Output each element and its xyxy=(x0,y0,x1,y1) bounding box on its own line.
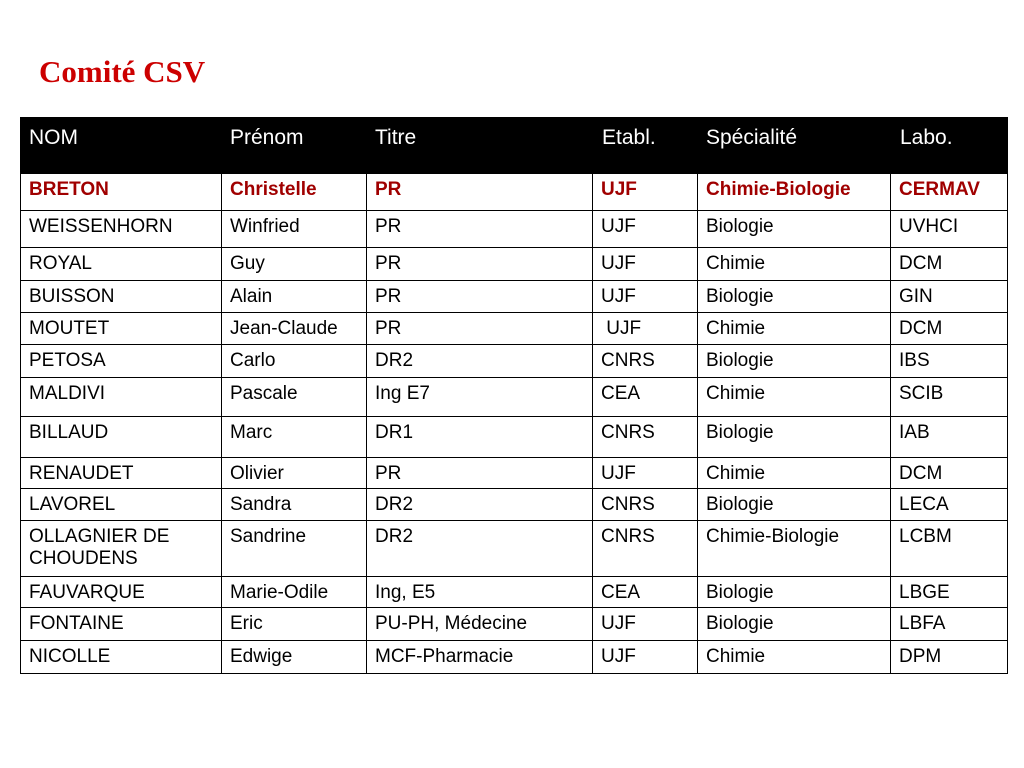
cell-nom: NICOLLE xyxy=(21,641,222,674)
table-row xyxy=(21,313,1008,345)
cell-specialite: Biologie xyxy=(698,281,891,313)
header-prenom: Prénom xyxy=(222,118,367,174)
cell-prenom: Christelle xyxy=(222,174,367,211)
cell-titre: PU-PH, Médecine xyxy=(367,608,593,641)
cell-nom: BRETON xyxy=(21,174,222,211)
cell-titre: PR xyxy=(367,248,593,281)
cell-labo: LCBM xyxy=(891,521,1008,577)
header-nom: NOM xyxy=(21,118,222,174)
cell-titre: PR xyxy=(367,313,593,345)
table-row xyxy=(21,577,1008,608)
cell-nom: FAUVARQUE xyxy=(21,577,222,608)
cell-etabl: CNRS xyxy=(593,345,698,378)
cell-prenom: Edwige xyxy=(222,641,367,674)
cell-titre: DR2 xyxy=(367,489,593,521)
cell-labo: LECA xyxy=(891,489,1008,521)
cell-specialite: Chimie-Biologie xyxy=(698,521,891,577)
cell-etabl: CNRS xyxy=(593,521,698,577)
cell-nom: BUISSON xyxy=(21,281,222,313)
cell-etabl: CNRS xyxy=(593,417,698,458)
cell-titre: DR1 xyxy=(367,417,593,458)
cell-etabl: CEA xyxy=(593,577,698,608)
cell-labo: DCM xyxy=(891,458,1008,489)
cell-nom: ROYAL xyxy=(21,248,222,281)
cell-prenom: Marie-Odile xyxy=(222,577,367,608)
cell-specialite: Chimie-Biologie xyxy=(698,174,891,211)
cell-labo: DCM xyxy=(891,313,1008,345)
cell-labo: IAB xyxy=(891,417,1008,458)
cell-labo: IBS xyxy=(891,345,1008,378)
slide-title: Comité CSV xyxy=(39,54,206,89)
header-etabl: Etabl. xyxy=(593,118,698,174)
header-titre: Titre xyxy=(367,118,593,174)
cell-specialite: Chimie xyxy=(698,313,891,345)
cell-nom: WEISSENHORN xyxy=(21,211,222,248)
cell-labo: DPM xyxy=(891,641,1008,674)
cell-etabl: UJF xyxy=(593,281,698,313)
cell-nom: RENAUDET xyxy=(21,458,222,489)
cell-titre: Ing E7 xyxy=(367,378,593,417)
cell-nom: MOUTET xyxy=(21,313,222,345)
cell-titre: DR2 xyxy=(367,521,593,577)
table-row xyxy=(21,211,1008,248)
header-specialite: Spécialité xyxy=(698,118,891,174)
cell-etabl: UJF xyxy=(593,641,698,674)
cell-titre: PR xyxy=(367,458,593,489)
cell-prenom: Olivier xyxy=(222,458,367,489)
table-row xyxy=(21,378,1008,417)
cell-prenom: Marc xyxy=(222,417,367,458)
cell-titre: PR xyxy=(367,211,593,248)
cell-specialite: Chimie xyxy=(698,458,891,489)
cell-specialite: Biologie xyxy=(698,211,891,248)
cell-prenom: Pascale xyxy=(222,378,367,417)
cell-etabl: CEA xyxy=(593,378,698,417)
cell-specialite: Biologie xyxy=(698,345,891,378)
table-row xyxy=(21,417,1008,458)
cell-nom: BILLAUD xyxy=(21,417,222,458)
table-row xyxy=(21,641,1008,674)
cell-nom: FONTAINE xyxy=(21,608,222,641)
cell-nom: PETOSA xyxy=(21,345,222,378)
cell-etabl: UJF xyxy=(593,608,698,641)
cell-prenom: Guy xyxy=(222,248,367,281)
cell-labo: CERMAV xyxy=(891,174,1008,211)
cell-labo: DCM xyxy=(891,248,1008,281)
cell-nom: MALDIVI xyxy=(21,378,222,417)
cell-titre: DR2 xyxy=(367,345,593,378)
cell-titre: Ing, E5 xyxy=(367,577,593,608)
table-row xyxy=(21,248,1008,281)
cell-labo: UVHCI xyxy=(891,211,1008,248)
cell-prenom: Sandrine xyxy=(222,521,367,577)
table-row xyxy=(21,281,1008,313)
cell-labo: LBGE xyxy=(891,577,1008,608)
cell-prenom: Carlo xyxy=(222,345,367,378)
cell-prenom: Sandra xyxy=(222,489,367,521)
header-labo: Labo. xyxy=(891,118,1008,174)
cell-prenom: Jean-Claude xyxy=(222,313,367,345)
cell-titre: MCF-Pharmacie xyxy=(367,641,593,674)
table-row xyxy=(21,608,1008,641)
cell-etabl: UJF xyxy=(593,174,698,211)
cell-prenom: Eric xyxy=(222,608,367,641)
table-row xyxy=(21,489,1008,521)
table-row xyxy=(21,458,1008,489)
cell-specialite: Chimie xyxy=(698,378,891,417)
cell-titre: PR xyxy=(367,174,593,211)
cell-etabl: UJF xyxy=(593,248,698,281)
cell-etabl: UJF xyxy=(593,313,698,345)
cell-nom: OLLAGNIER DE CHOUDENS xyxy=(21,521,222,577)
cell-specialite: Biologie xyxy=(698,489,891,521)
cell-labo: GIN xyxy=(891,281,1008,313)
committee-members-table xyxy=(20,117,1008,674)
table-row xyxy=(21,174,1008,211)
cell-specialite: Chimie xyxy=(698,248,891,281)
cell-etabl: UJF xyxy=(593,458,698,489)
cell-specialite: Biologie xyxy=(698,417,891,458)
table-header-row xyxy=(21,118,1008,174)
cell-nom: LAVOREL xyxy=(21,489,222,521)
table-row xyxy=(21,521,1008,577)
cell-labo: SCIB xyxy=(891,378,1008,417)
cell-etabl: CNRS xyxy=(593,489,698,521)
cell-labo: LBFA xyxy=(891,608,1008,641)
cell-titre: PR xyxy=(367,281,593,313)
cell-specialite: Biologie xyxy=(698,577,891,608)
cell-specialite: Chimie xyxy=(698,641,891,674)
cell-specialite: Biologie xyxy=(698,608,891,641)
table-row xyxy=(21,345,1008,378)
cell-prenom: Alain xyxy=(222,281,367,313)
cell-prenom: Winfried xyxy=(222,211,367,248)
cell-etabl: UJF xyxy=(593,211,698,248)
